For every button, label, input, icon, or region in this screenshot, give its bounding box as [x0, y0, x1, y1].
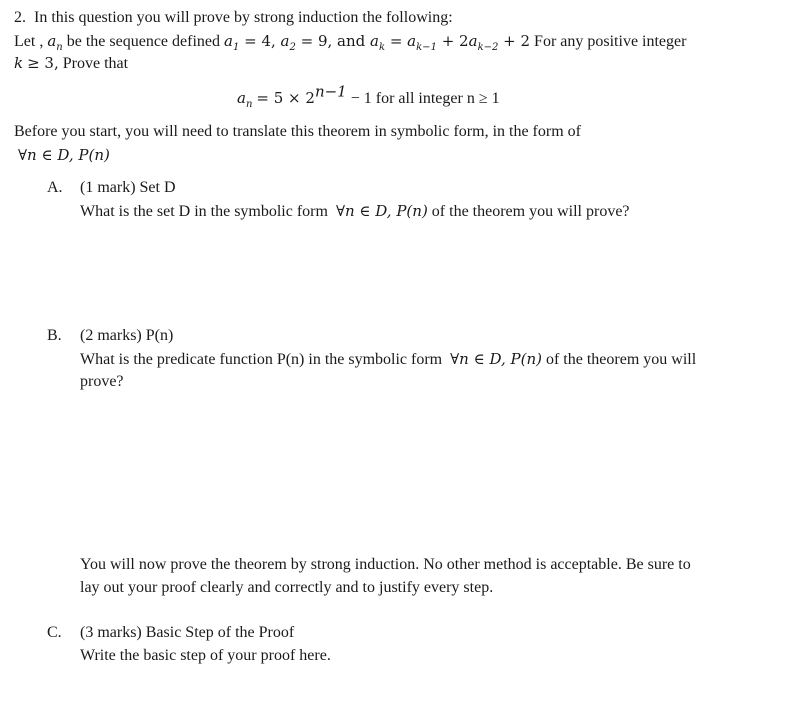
part-b-question-pre: What is the predicate function P(n) in the symbolic form [80, 351, 443, 368]
induction-note-line1: You will now prove the theorem by strong induction. No other method is acceptable. Be sure to [80, 556, 691, 573]
prove-that: Prove that [62, 55, 129, 72]
seq-symbol: $a_n$ [47, 32, 63, 53]
part-b-question [80, 349, 696, 370]
part-b-header [47, 326, 173, 346]
a1-definition: $a_1 = 4$, $a_2 = 9$, and $a_k = a_{k-1} + 2a_{k-2} + 2$ [224, 32, 531, 53]
part-a-title: (1 mark) Set D [80, 179, 176, 196]
for-positive-integer: For any positive integer [534, 33, 687, 50]
part-a-question-post: of the theorem you will prove? [431, 203, 630, 220]
part-b-label: B. [47, 327, 62, 344]
part-c-title: (3 marks) Basic Step of the Proof [80, 624, 295, 641]
part-c-instruction: Write the basic step of your proof here. [80, 647, 331, 664]
part-a-question [80, 201, 630, 222]
part-b-question-line2: prove? [80, 373, 124, 390]
formula-tail: − 1 for all integer n ≥ 1 [350, 90, 500, 107]
part-a-symbolic: ∀n ∈ D, P(n) [335, 202, 428, 220]
k-variable: k [14, 54, 24, 72]
part-b-symbolic: ∀n ∈ D, P(n) [450, 350, 542, 368]
induction-note-line2: lay out your proof clearly and correctly and to justify every step. [80, 579, 494, 596]
translate-instruction: Before you start, you will need to translate this theorem in symbolic form, in the form of [14, 123, 581, 140]
part-b-question-post: of the theorem you will [545, 351, 697, 368]
formula-exponent: n−1 [314, 82, 347, 101]
translate-symbolic: ∀n ∈ D, P(n) [18, 146, 110, 164]
question-intro: In this question you will prove by strong induction the following: [34, 9, 453, 26]
part-c-header [47, 623, 294, 643]
theorem-formula: $a_n = 5 \times 2^{n-1} - 1$ for all integer n ≥ 1 [237, 82, 500, 110]
part-a-header [47, 178, 176, 198]
formula-rhs: = 5 × 2 [256, 89, 315, 107]
question-number: 2. [14, 9, 26, 26]
k-condition: ≥ 3, [27, 54, 59, 72]
sequence-definition-line [14, 31, 686, 52]
part-b-title: (2 marks) P(n) [80, 327, 174, 344]
seq-description: be the sequence defined [66, 33, 220, 50]
part-a-label: A. [47, 179, 63, 196]
part-a-question-pre: What is the set D in the symbolic form [80, 203, 328, 220]
part-c-label: C. [47, 624, 62, 641]
let-prefix: Let , [14, 33, 44, 50]
k-condition-line [14, 53, 128, 74]
question-intro-line [14, 8, 453, 28]
